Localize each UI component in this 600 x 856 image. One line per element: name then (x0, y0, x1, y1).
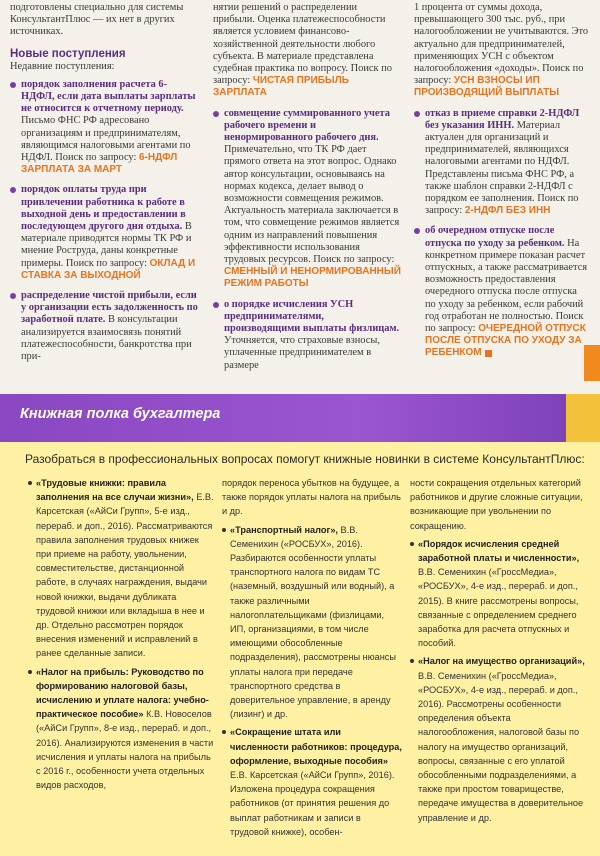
book-entry (410, 654, 588, 824)
bullet-icon (213, 302, 219, 308)
book-description: Разбираются особенности уплаты транспортного налога по видам ТС (наземный, воздушный или водный), а также различными налогоплательщиками (физлицами, ИП, организациями, в том числе имеющими обособленные подразделения), рассмотрены нюансы уплаты налога при передаче транспортного средства в доверительное управление, в аренду (лизинг) и др. (230, 553, 396, 720)
book-entry (28, 476, 216, 661)
book-shelf-section (0, 394, 600, 856)
book-meta: В.В. Семенихин («ГроссМедиа», «РОСБУХ», 4-е изд., перераб. и доп., 2016). (418, 670, 578, 710)
bullet-icon (10, 187, 16, 193)
item-body: На конкретном примере показан расчет отпускных, а также рассматривается возможность предоставления очередного отпуска после отпуска по уходу за ребенком, если рабочий год отработан не полностью. (425, 237, 588, 322)
book-description: Анализируются изменения в части исчисления и уплаты налога на прибыль с 2016 г., особенности учета отдельных видов расходов, (36, 737, 214, 791)
search-label: Поиск по запросу: (414, 63, 584, 87)
list-item (414, 108, 590, 218)
intro-text: 1 процента от суммы дохода, превышающего 300 тыс. руб., при налогообложении не учитываются. Это актуально для предпринимателей, применяющих УСН с объектом налогообложения «доходы». (414, 2, 589, 75)
book-meta: К.В. Новоселов («АйСи Групп», 8-е изд., перераб. и доп., 2016). (36, 709, 212, 748)
bullet-icon (10, 82, 16, 88)
item-body: Материал актуален для организаций и предпринимателей, являющихся налоговыми агентами по НДФЛ. Представлены письма ФНС РФ, а также шаблон справки 2-НДФЛ с порядком ее заполнения. (425, 119, 575, 205)
list-item (10, 290, 200, 363)
book-description: В книге рассмотрены вопросы, связанные с определением среднего заработка для расчета отпускных и пособий. (418, 595, 579, 649)
bullet-icon (410, 659, 414, 663)
list-item (414, 225, 590, 359)
end-of-article-icon (485, 350, 492, 357)
shelf-corner-decoration (566, 394, 600, 442)
book-title: «Трудовые книжки: правила заполнения на все случаи жизни», (36, 478, 194, 503)
book-entry (222, 725, 402, 839)
article-column-3 (414, 2, 590, 368)
book-description: Рассмотрены особенности определения объекта налогообложения, налоговой базы по налогу на имущество организаций, вопросы, связанные с его уплатой обособленными подразделениями, а также при простом товариществе, передаче имущества в доверительное управление и др. (418, 699, 584, 823)
list-item (213, 299, 401, 372)
book-meta: В.В. Семенихин («ГроссМедиа», «РОСБУХ», 4-е изд., перераб. и доп., 2015). (418, 567, 578, 606)
shelf-column-1 (28, 476, 216, 796)
shelf-column-2 (222, 476, 402, 843)
book-description: Изложена процедура сокращения работников (от принятия решения до выплат работникам и записи в трудовой книжке), особен- (230, 784, 390, 837)
search-query-link[interactable]: 6-НДФЛ ЗАРПЛАТА ЗА МАРТ (21, 152, 178, 176)
item-body: Письмо ФНС РФ адресовано организациям и предпринимателям, являющимся налоговыми агентами по НДФЛ. (21, 115, 191, 164)
item-title: порядок оплаты труда при привлечении работника к работе в выходной день и предоставлении в последующем другого дня отдыха. (21, 184, 186, 233)
list-item (10, 184, 200, 282)
search-query-link[interactable]: ЧИСТАЯ ПРИБЫЛЬ ЗАРПЛАТА (213, 75, 349, 99)
article-column-2 (213, 2, 401, 380)
search-label: Поиск по запросу: (425, 193, 579, 217)
item-body: В материале приводятся нормы ТК РФ и мнение Роструда, даны конкретные примеры. (21, 221, 192, 269)
book-title: «Налог на прибыль: Руководство по формированию налоговой базы, исчислению и уплате налога: учебно-практическое пособие» (36, 666, 209, 720)
item-title: об очередном отпуске после отпуска по уходу за ребенком. (425, 225, 565, 249)
search-label: Поиск по запросу: (65, 257, 147, 269)
bullet-icon (222, 730, 226, 734)
article-section (0, 0, 600, 394)
book-entry (410, 537, 588, 651)
item-body: Уточняется, что страховые взносы, уплаченные предпринимателем в размере (224, 335, 380, 371)
search-label: Поиск по запросу: (213, 63, 392, 87)
book-meta: Е.В. Карсетская («АйСи Групп», 5-е изд., перераб. и доп., 2016). (36, 492, 214, 531)
shelf-header (0, 394, 600, 442)
search-query-link[interactable]: СМЕННЫЙ И НЕНОРМИРОВАННЫЙ РЕЖИМ РАБОТЫ (224, 266, 401, 290)
shelf-title: Книжная полка бухгалтера (20, 406, 221, 422)
book-entry-continued (410, 476, 588, 533)
item-title: о порядке исчисления УСН предпринимателями, производящими выплаты физлицам. (224, 298, 400, 335)
item-title: отказ в приеме справки 2-НДФЛ без указания ИНН. (425, 107, 580, 131)
continued-text (213, 2, 401, 100)
item-title: совмещение суммированного учета рабочего времени и ненормированного рабочего дня. (224, 107, 390, 144)
book-description: порядок переноса убытков на будущее, а также порядок уплаты налога на прибыль и др. (222, 478, 401, 517)
book-title: «Сокращение штата или численности работников: процедура, оформление, выходные пособия» (230, 727, 402, 766)
search-label: Поиск по запросу: (55, 152, 137, 164)
search-query-link[interactable]: 2-НДФЛ БЕЗ ИНН (464, 205, 551, 217)
book-title: «Транспортный налог», (230, 524, 338, 535)
book-entry (28, 665, 216, 793)
bullet-icon (213, 111, 219, 117)
item-body: Примечательно, что ТК РФ дает прямого ответа на этот вопрос. Однако автор консультации, основываясь на нормах кодекса, делает вывод о возможности совмещения режимов. Актуальность материала заключается в том, что совмещение режимов является одним из направлений повышения эффективности использования трудовых ресурсов. (224, 144, 400, 266)
bullet-icon (28, 481, 32, 485)
list-item (213, 108, 401, 291)
item-title: распределение чистой прибыли, если у организации есть задолженность по заработной плате. (21, 290, 198, 326)
book-meta: В.В. Семенихин («РОСБУХ», 2016). (230, 524, 363, 549)
book-title: «Налог на имущество организаций», (418, 656, 585, 667)
book-description: Рассматриваются правила заполнения трудовых книжек при приеме на работу, увольнении, совместительстве, дистанционной работе, в случаях награждения, выдачи новой книжки, выдачи дубликата трудовой книжки или вкладыша в нее и др. Отдельно рассмотрен порядок внесения изменений и исправлений в ранее сделанные записи. (36, 520, 213, 659)
page-edge-decoration (584, 345, 600, 381)
shelf-intro: Разобраться в профессиональных вопросах помогут книжные новинки в системе КонсультантПлюс: (25, 452, 585, 466)
section-title: Новые поступления (10, 47, 126, 60)
bullet-icon (222, 528, 226, 532)
item-body: В консультации анализируется взаимосвязь понятий платежеспособности, банкротства при при- (21, 314, 192, 363)
book-meta: Е.В. Карсетская («АйСи Групп», 2016). (230, 770, 395, 781)
intro-text: подготовлены специально для системы КонсультантПлюс — их нет в других источниках. (10, 2, 184, 38)
bullet-icon (414, 228, 420, 234)
bullet-icon (410, 542, 414, 546)
item-title: порядок заполнения расчета 6-НДФЛ, если дата выплаты зарплаты не относится к отчетному периоду. (21, 78, 196, 115)
shelf-column-3 (410, 476, 588, 829)
search-label: Поиск по запросу: (425, 310, 584, 335)
search-query-link[interactable]: ОКЛАД И СТАВКА ЗА ВЫХОДНОЙ (21, 257, 196, 281)
bullet-icon (414, 111, 420, 117)
bullet-icon (10, 293, 16, 299)
book-entry-continued (222, 476, 402, 519)
book-entry (222, 523, 402, 722)
intro-text: нятии решений о распределении прибыли. Оценка платежеспособности является условием финансово-хозяйственной деятельности любого субъекта. В материале представлена судебная практика по вопросу. (213, 2, 386, 75)
bullet-icon (28, 670, 32, 674)
list-item (10, 79, 200, 177)
section-subtitle: Недавние поступления: (10, 60, 115, 72)
search-query-link[interactable]: ОЧЕРЕДНОЙ ОТПУСК ПОСЛЕ ОТПУСКА ПО УХОДУ ЗА РЕБЕНКОМ (425, 323, 586, 359)
continued-text (414, 2, 590, 100)
search-query-link[interactable]: УСН ВЗНОСЫ ИП ПРОИЗВОДЯЩИЙ ВЫПЛАТЫ (414, 75, 560, 99)
book-description: ности сокращения отдельных категорий работников и другие сложные ситуации, возникающие при увольнении по сокращению. (410, 478, 583, 531)
article-column-1 (10, 2, 200, 371)
search-label: Поиск по запросу: (313, 254, 395, 266)
book-title: «Порядок исчисления средней заработной платы и численности», (418, 538, 580, 564)
